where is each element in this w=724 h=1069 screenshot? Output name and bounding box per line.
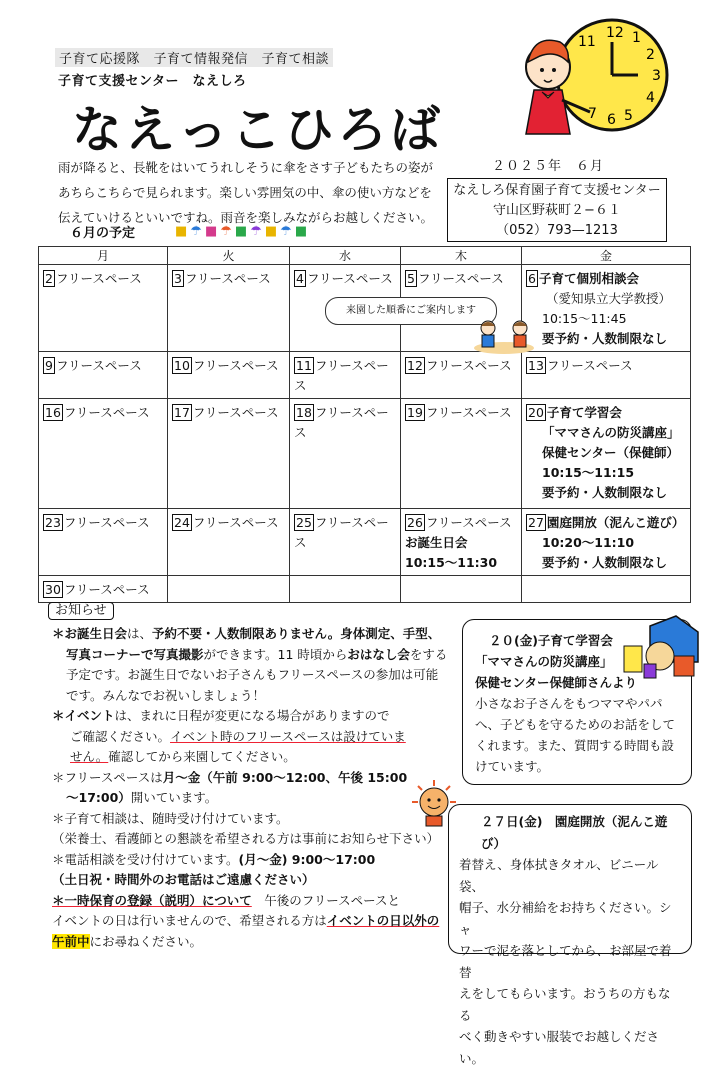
intro-line: 雨が降ると、長靴をはいてうれしそうに傘をさす子どもたちの姿が [58, 160, 434, 175]
center-phone: （052）793—1213 [496, 223, 618, 238]
clock-number: 12 [606, 25, 624, 41]
garden-title: ２７日(金) 園庭開放（泥んこ遊び） [481, 814, 668, 851]
calendar-cell: 25 フリースペース [290, 509, 401, 576]
calendar-cell: 2 フリースペース [39, 265, 168, 352]
clock-number: 5 [624, 108, 633, 124]
intro-text [58, 155, 448, 230]
notice-line: 〜17:00）開いています。 [66, 790, 218, 805]
calendar-cell: 26 フリースペース お誕生日会 10:15〜11:30 [401, 509, 522, 576]
notice-line: です。みんなでお祝いしましょう！ [66, 687, 266, 703]
umbrella-icon: ☂ [220, 224, 234, 239]
calendar-cell: 16 フリースペース [39, 399, 168, 509]
weekday-header: 月 [39, 247, 168, 265]
notice-line: （土日祝・時間外のお電話はご遠慮ください） [52, 872, 315, 887]
weekday-header: 木 [401, 247, 522, 265]
clock-girl-illustration [520, 12, 670, 142]
boot-icon: ■ [234, 224, 250, 239]
umbrella-icon: ☂ [250, 224, 264, 239]
calendar-cell: 18 フリースペース [290, 399, 401, 509]
boot-icon: ■ [204, 224, 220, 239]
notice-line: ＊フリースペースは月〜金（午前 9:00〜12:00、午後 15:00 [52, 769, 408, 785]
calendar-cell [522, 576, 691, 603]
intro-line: あちらこちらで見られます。楽しい雰囲気の中、傘の使い方などを [58, 185, 432, 200]
calendar-cell: 9 フリースペース [39, 352, 168, 399]
clock-number: 1 [632, 30, 641, 46]
calendar-cell: 5 フリースペース [401, 265, 522, 352]
calendar-cell: 23 フリースペース [39, 509, 168, 576]
calendar-cell [290, 576, 401, 603]
notice-line: ＊子育て相談は、随時受け付けています。 [52, 810, 289, 826]
boot-icon: ■ [294, 224, 310, 239]
garden-body: べく動きやすい服装でお越しください。 [459, 1029, 660, 1066]
calendar-cell: 27 園庭開放（泥んこ遊び） 10:20〜11:10 要予約・人数制限なし [522, 509, 691, 576]
notice-section [52, 624, 452, 952]
calendar-cell: 6 子育て個別相談会 （愛知県立大学教授） 10:15〜11:45 要予約・人数制限なし [522, 265, 691, 352]
study-body: くれます。また、質問する時間も設 [475, 738, 675, 753]
calendar-cell: 20 子育て学習会 「ママさんの防災講座」 保健センター（保健師） 10:15〜11:15 要予約・人数制限なし [522, 399, 691, 509]
study-body: 小さなお子さんをもつママやパパ [475, 696, 663, 711]
clock-number: 7 [588, 106, 597, 122]
center-full-name: なえしろ保育園子育て支援センター [453, 183, 661, 198]
calendar-cell: 11 フリースペース [290, 352, 401, 399]
calendar-cell: 3 フリースペース [168, 265, 290, 352]
page-title: なえっこひろば [72, 101, 443, 159]
clock-number: 4 [646, 90, 655, 106]
notice-line: （栄養士、看護師との懇談を希望される方は事前にお知らせ下さい） [52, 831, 440, 846]
notice-line: 午前中にお尋ねください。 [52, 933, 203, 949]
weekday-header: 火 [168, 247, 290, 265]
calendar-cell [401, 576, 522, 603]
calendar-cell: 13 フリースペース [522, 352, 691, 399]
center-address: 守山区野萩町２−６１ [493, 203, 621, 218]
calendar-cell: 12 フリースペース [401, 352, 522, 399]
notice-line: ＊電話相談を受け付けています。(月〜金) 9:00〜17:00 [52, 851, 376, 867]
calendar-cell: 4 フリースペース [290, 265, 401, 352]
boot-icon: ■ [175, 224, 190, 239]
notice-line: 予定です。お誕生日でないお子さんもフリースペースの参加は可能 [66, 667, 439, 682]
calendar-cell: 24 フリースペース [168, 509, 290, 576]
tagline: 子育て応援隊 子育て情報発信 子育て相談 [55, 48, 333, 67]
notice-line: せん。確認してから来園してください。 [70, 749, 296, 764]
notice-line: ご確認ください。イベント時のフリースペースは設けていま [70, 728, 406, 744]
study-speaker: 保健センター保健師さんより [475, 675, 638, 690]
notice-line: ＊イベントは、まれに日程が変更になる場合がありますので [52, 708, 390, 723]
study-title: ２０(金)子育て学習会 [489, 633, 613, 648]
boot-icon: ■ [264, 224, 280, 239]
clock-number: 11 [578, 34, 596, 50]
schedule-title: ６月の予定 [70, 226, 136, 241]
calendar-cell: 30 フリースペース [39, 576, 168, 603]
emergency-kit-illustration [620, 612, 700, 682]
calendar-cell: 19 フリースペース [401, 399, 522, 509]
intro-line: 伝えていけるといいですね。雨音を楽しみながらお越しください。 [58, 210, 434, 225]
notice-line: 写真コーナーで写真撮影ができます。11 時頃からおはなし会をする [66, 646, 448, 662]
umbrella-icon: ☂ [280, 224, 294, 239]
garden-body: えをしてもらいます。おうちの方もなる [459, 986, 671, 1023]
center-name: 子育て支援センター なえしろ [58, 74, 247, 89]
notice-line: ＊お誕生日会は、予約不要・人数制限ありません。身体測定、手型、 [52, 626, 441, 641]
address-box [447, 178, 667, 242]
umbrella-icon: ☂ [190, 224, 204, 239]
notice-label: お知らせ [48, 602, 114, 620]
garden-body: ワーで泥を落としてから、お部屋で着替 [459, 943, 672, 980]
garden-body: 着替え、身体拭きタオル、ビニール袋、 [459, 857, 659, 894]
notice-line: ＊一時保育の登録（説明）について 午後のフリースペースと [52, 892, 401, 908]
notice-line: イベントの日は行いませんので、希望される方はイベントの日以外の [52, 913, 440, 928]
calendar-cell [168, 576, 290, 603]
calendar-cell: 10 フリースペース [168, 352, 290, 399]
clock-number: 6 [607, 112, 616, 128]
study-body: へ、子どもを守るためのお話をして [475, 717, 676, 732]
garden-body: 帽子、水分補給をお持ちください。シャ [459, 900, 672, 937]
weekday-header: 水 [290, 247, 401, 265]
issue-date: ２０２５年 ６月 [492, 159, 605, 174]
kids-illustration [472, 318, 536, 354]
garden-open-box [448, 804, 692, 1066]
clock-number: 3 [652, 68, 661, 84]
calendar-cell: 17 フリースペース [168, 399, 290, 509]
study-body: けています。 [475, 759, 550, 774]
study-subtitle: 「ママさんの防災講座」 [475, 654, 613, 669]
rain-items-decoration [175, 224, 310, 239]
speech-bubble: 来園した順番にご案内します [325, 297, 497, 325]
clock-number: 2 [646, 47, 655, 63]
weekday-header: 金 [522, 247, 691, 265]
